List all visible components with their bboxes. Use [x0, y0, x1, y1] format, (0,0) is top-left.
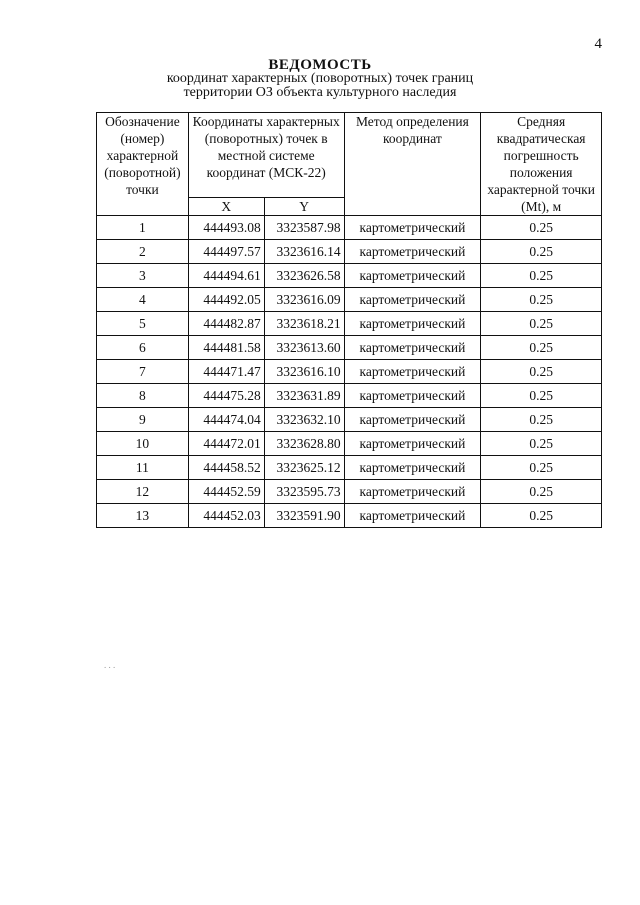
cell-error: 0.25: [481, 288, 602, 312]
cell-method: картометрический: [344, 288, 481, 312]
document-subtitle-line2: территории ОЗ объекта культурного наследия: [183, 85, 457, 100]
cell-x: 444452.03: [188, 504, 264, 528]
cell-error: 0.25: [481, 408, 602, 432]
cell-point: 9: [97, 408, 189, 432]
cell-x: 444492.05: [188, 288, 264, 312]
header-y: Y: [264, 198, 344, 216]
cell-error: 0.25: [481, 264, 602, 288]
cell-y: 3323625.12: [264, 456, 344, 480]
cell-y: 3323595.73: [264, 480, 344, 504]
cell-method: картометрический: [344, 408, 481, 432]
cell-method: картометрический: [344, 336, 481, 360]
cell-point: 2: [97, 240, 189, 264]
cell-point: 11: [97, 456, 189, 480]
cell-error: 0.25: [481, 384, 602, 408]
cell-error: 0.25: [481, 336, 602, 360]
cell-method: картометрический: [344, 432, 481, 456]
table-row: [97, 456, 602, 480]
cell-y: 3323626.58: [264, 264, 344, 288]
header-x: X: [188, 198, 264, 216]
cell-y: 3323616.09: [264, 288, 344, 312]
cell-y: 3323591.90: [264, 504, 344, 528]
cell-x: 444482.87: [188, 312, 264, 336]
cell-point: 3: [97, 264, 189, 288]
cell-x: 444458.52: [188, 456, 264, 480]
cell-method: картометрический: [344, 216, 481, 240]
cell-point: 8: [97, 384, 189, 408]
table-row: [97, 408, 602, 432]
table-row: [97, 480, 602, 504]
cell-error: 0.25: [481, 360, 602, 384]
stray-mark: . . .: [104, 660, 116, 670]
table-row: [97, 312, 602, 336]
table-row: [97, 216, 602, 240]
table-row: [97, 264, 602, 288]
cell-point: 13: [97, 504, 189, 528]
coordinates-table-body: [97, 216, 602, 528]
cell-x: 444493.08: [188, 216, 264, 240]
table-row: [97, 384, 602, 408]
table-row: [97, 336, 602, 360]
cell-point: 10: [97, 432, 189, 456]
cell-x: 444481.58: [188, 336, 264, 360]
cell-x: 444475.28: [188, 384, 264, 408]
cell-error: 0.25: [481, 240, 602, 264]
cell-point: 4: [97, 288, 189, 312]
cell-y: 3323618.21: [264, 312, 344, 336]
table-row: [97, 360, 602, 384]
table-row: [97, 288, 602, 312]
table-row: [97, 432, 602, 456]
cell-error: 0.25: [481, 456, 602, 480]
cell-point: 7: [97, 360, 189, 384]
document-subtitle-line1: координат характерных (поворотных) точек границ: [166, 71, 474, 86]
cell-point: 12: [97, 480, 189, 504]
header-coordinates: Координаты характерных (поворотных) точек в местной системе координат (МСК-22): [188, 113, 344, 198]
page-number: 4: [594, 36, 602, 52]
cell-y: 3323616.10: [264, 360, 344, 384]
cell-y: 3323616.14: [264, 240, 344, 264]
cell-error: 0.25: [481, 216, 602, 240]
cell-method: картометрический: [344, 264, 481, 288]
cell-method: картометрический: [344, 360, 481, 384]
cell-y: 3323632.10: [264, 408, 344, 432]
cell-error: 0.25: [481, 432, 602, 456]
cell-x: 444497.57: [188, 240, 264, 264]
coordinates-table: [96, 112, 602, 528]
cell-x: 444494.61: [188, 264, 264, 288]
cell-method: картометрический: [344, 504, 481, 528]
cell-x: 444474.04: [188, 408, 264, 432]
cell-y: 3323613.60: [264, 336, 344, 360]
cell-y: 3323631.89: [264, 384, 344, 408]
cell-y: 3323628.80: [264, 432, 344, 456]
cell-x: 444471.47: [188, 360, 264, 384]
cell-point: 6: [97, 336, 189, 360]
cell-error: 0.25: [481, 504, 602, 528]
cell-method: картометрический: [344, 312, 481, 336]
cell-point: 1: [97, 216, 189, 240]
cell-error: 0.25: [481, 312, 602, 336]
cell-method: картометрический: [344, 384, 481, 408]
header-method: Метод определения координат: [344, 113, 481, 216]
header-point: Обозначение (номер) характерной (поворотной) точки: [97, 113, 189, 216]
table-row: [97, 240, 602, 264]
table-row: [97, 504, 602, 528]
cell-point: 5: [97, 312, 189, 336]
header-error: Средняя квадратическая погрешность положения характерной точки (Mt), м: [481, 113, 602, 216]
document-title: ВЕДОМОСТЬ: [268, 57, 372, 73]
cell-method: картометрический: [344, 480, 481, 504]
document-title-block: [0, 58, 640, 100]
cell-method: картометрический: [344, 240, 481, 264]
cell-error: 0.25: [481, 480, 602, 504]
cell-y: 3323587.98: [264, 216, 344, 240]
cell-method: картометрический: [344, 456, 481, 480]
cell-x: 444472.01: [188, 432, 264, 456]
cell-x: 444452.59: [188, 480, 264, 504]
